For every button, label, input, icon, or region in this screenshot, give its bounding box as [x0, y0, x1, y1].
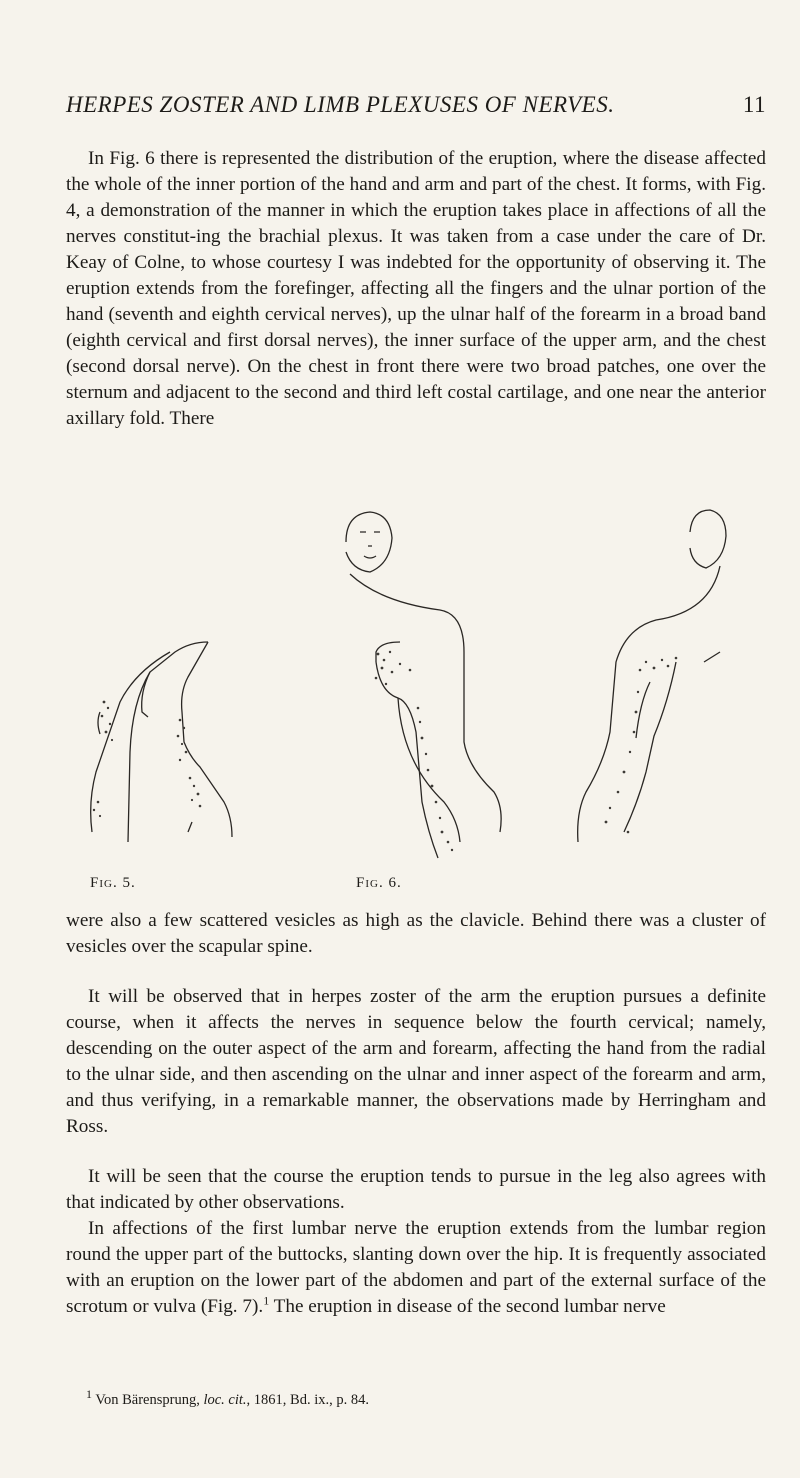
paragraph-lumbar-text: In affections of the first lumbar nerve the eruption extends from the lumbar region round the upper part of the buttocks, slanting down over the hip. It is frequently associated with an eruption on the lower part of the abdomen and part of the external surface of the scrotum or vulva (Fig. 7). — [66, 1218, 766, 1317]
paragraph-continuation: were also a few scattered vesicles as high as the clavicle. Behind there was a cluster of vesicles over the scapular spine. — [66, 910, 766, 957]
footnote-text: Von Bärensprung, — [95, 1392, 204, 1408]
paragraph-arm-course: It will be observed that in herpes zoster of the arm the eruption pursues a definite course, when it affects the nerves in sequence below the fourth cervical; namely, descending on the outer aspect of the arm and forearm, affecting the hand from the radial to the ulnar side, and then ascending on the ulnar and inner aspect of the forearm and arm, and thus verifying, in a remarkable manner, the observations made by Herringham and Ross. — [66, 986, 766, 1137]
paragraph-lumbar-nerve — [66, 1216, 766, 1320]
footnote-number: 1 — [86, 1387, 92, 1402]
arm-illustration — [80, 502, 800, 862]
fig5-caption: Fig. 5. — [90, 875, 136, 891]
footnote-italic: loc. cit. — [203, 1392, 247, 1408]
footnote-marker: 1 — [263, 1293, 270, 1308]
fig6-caption: Fig. 6. — [356, 875, 402, 891]
paragraph-lumbar-tail: The eruption in disease of the second lumbar nerve — [269, 1296, 666, 1317]
figures-5-6 — [80, 502, 800, 862]
fig5-arm-drawing — [91, 642, 232, 842]
paragraph-fig6-description: In Fig. 6 there is represented the distribution of the eruption, where the disease affected the whole of the inner portion of the hand and arm and part of the chest. It forms, with Fig. 4, a demonstration of the manner in which the eruption takes place in affections of all the nerves constitut-ing the brachial plexus. It was taken from a case under the care of Dr. Keay of Colne, to whose courtesy I was indebted for the opportunity of observing it. The eruption extends from the forefinger, affecting all the fingers and the ulnar portion of the hand (seventh and eighth cervical nerves), up the ulnar half of the forearm in a broad band (eighth cervical and first dorsal nerves), the inner surface of the upper arm, and the chest (second dorsal nerve). On the chest in front there were two broad patches, one over the sternum and adjacent to the second and third left costal cartilage, and one near the anterior axillary fold. There — [66, 148, 766, 429]
footnote-rest: , 1861, Bd. ix., p. 84. — [246, 1392, 369, 1408]
running-head-title: HERPES ZOSTER AND LIMB PLEXUSES OF NERVES. — [66, 92, 615, 117]
fig6-figure-drawing — [346, 510, 726, 858]
footnote — [86, 1387, 766, 1409]
page-number: 11 — [742, 92, 766, 117]
paragraph-leg-course: It will be seen that the course the eruption tends to pursue in the leg also agrees with that indicated by other observations. — [66, 1166, 766, 1213]
